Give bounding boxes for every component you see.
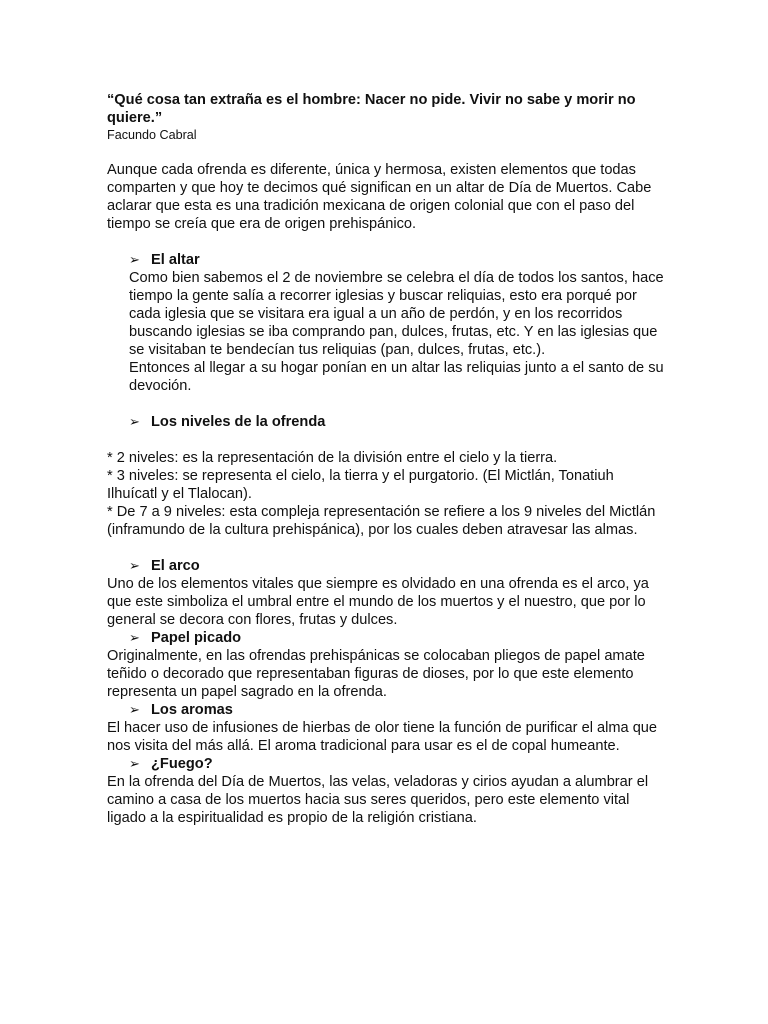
epigraph-quote: “Qué cosa tan extraña es el hombre: Nacer no pide. Vivir no sabe y morir no quiere.” bbox=[107, 92, 636, 126]
intro-paragraph: Aunque cada ofrenda es diferente, única y hermosa, existen elementos que todas comparten y que hoy te decimos qué significan en un altar de Día de Muertos. Cabe aclarar que esta es una tradición mexicana de origen colonial que con el paso del tiempo se creía que era de origen prehispánico. bbox=[107, 162, 652, 232]
document-page bbox=[107, 91, 667, 827]
section-heading-label: El altar bbox=[151, 252, 200, 268]
epigraph-author: Facundo Cabral bbox=[107, 128, 197, 142]
arrow-bullet-icon: ➢ bbox=[129, 756, 140, 771]
niveles-item: * 3 niveles: se representa el cielo, la tierra y el purgatorio. (El Mictlán, Tonatiuh Ilhuícatl y el Tlalocan). bbox=[107, 468, 614, 502]
section-heading-papel bbox=[107, 629, 667, 647]
section-heading-label: ¿Fuego? bbox=[151, 756, 213, 772]
aromas-paragraph: El hacer uso de infusiones de hierbas de olor tiene la función de purificar el alma que nos visita del más allá. El aroma tradicional para usar es el de copal humeante. bbox=[107, 720, 658, 754]
arrow-bullet-icon: ➢ bbox=[129, 414, 140, 429]
section-heading-fuego bbox=[107, 755, 667, 773]
arrow-bullet-icon: ➢ bbox=[129, 630, 140, 645]
arrow-bullet-icon: ➢ bbox=[129, 702, 140, 717]
section-heading-label: El arco bbox=[151, 558, 200, 574]
section-heading-label: Papel picado bbox=[151, 630, 242, 646]
altar-paragraph-2: Entonces al llegar a su hogar ponían en un altar las reliquias junto a el santo de su devoción. bbox=[129, 360, 664, 394]
arrow-bullet-icon: ➢ bbox=[129, 252, 140, 267]
section-heading-label: Los niveles de la ofrenda bbox=[151, 414, 326, 430]
altar-paragraph: Como bien sabemos el 2 de noviembre se celebra el día de todos los santos, hace tiempo la gente salía a recorrer iglesias y buscar reliquias, esto era porqué por cada iglesia que se visitara era igual a un año de perdón, y en los recorridos buscando iglesias se iba comprando pan, dulces, frutas, etc. Y en las iglesias que se visitaban te bendecían tus reliquias (pan, dulces, frutas, etc.). bbox=[129, 270, 664, 358]
niveles-item: * De 7 a 9 niveles: esta compleja representación se refiere a los 9 niveles del Mictlán (inframundo de la cultura prehispánica), por los cuales deben atravesar las almas. bbox=[107, 504, 656, 538]
section-heading-arco bbox=[107, 557, 667, 575]
papel-paragraph: Originalmente, en las ofrendas prehispánicas se colocaban pliegos de papel amate teñido o decorado que representaban figuras de dioses, por lo que este elemento representa un papel sagrado en la ofrenda. bbox=[107, 648, 645, 700]
arrow-bullet-icon: ➢ bbox=[129, 558, 140, 573]
section-heading-label: Los aromas bbox=[151, 702, 233, 718]
section-heading-altar bbox=[107, 251, 667, 269]
arco-paragraph: Uno de los elementos vitales que siempre es olvidado en una ofrenda es el arco, ya que este simboliza el umbral entre el mundo de los muertos y el nuestro, que por lo general se decora con flores, frutas y dulces. bbox=[107, 576, 649, 628]
niveles-item: * 2 niveles: es la representación de la división entre el cielo y la tierra. bbox=[107, 450, 558, 466]
section-heading-aromas bbox=[107, 701, 667, 719]
section-heading-niveles bbox=[107, 413, 667, 431]
fuego-paragraph: En la ofrenda del Día de Muertos, las velas, veladoras y cirios ayudan a alumbrar el camino a casa de los muertos hacia sus seres queridos, pero este elemento vital ligado a la espiritualidad es propio de la religión cristiana. bbox=[107, 774, 649, 826]
